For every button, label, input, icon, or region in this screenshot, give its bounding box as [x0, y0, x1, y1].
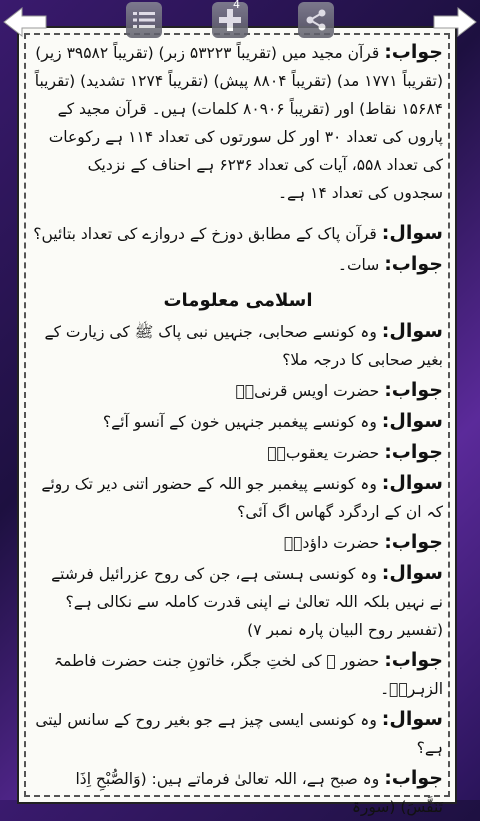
answer-label: جواب:	[384, 41, 443, 63]
question-text: وہ کونسے صحابی، جنہیں نبی پاک ﷺ کی زیارت کے بغیر صحابی کا درجہ ملا؟	[44, 323, 443, 369]
answer-item	[33, 646, 443, 703]
question-text: وہ کونسی ایسی چیز ہے جو بغیر روح کے سانس لیتی ہے؟	[35, 711, 443, 757]
answer-1	[33, 250, 443, 279]
question-label: سوال:	[381, 708, 443, 730]
answer-item	[33, 376, 443, 405]
add-icon	[219, 9, 241, 31]
top-toolbar	[0, 0, 480, 44]
answer-text: حضرت اویس قرنیؓ۔	[235, 382, 380, 400]
section-heading: اسلامی معلومات	[163, 290, 313, 311]
answer-text: قرآن مجید میں (تقریباً ۵۳۲۲۳ زبر) (تقریباً ۳۹۵۸۲ زیر) (تقریباً ۱۷۷۱ مد) (تقریباً ۸۸۰۴ پیش) (تقریباً ۱۲۷۴ تشدید) (تقریباً ۱۵۶۸۴ نقاط) اور (تقریباً ۸۰۹۰۶ کلمات) ہیں۔ قرآن مجید کے پاروں کی تعداد ۳۰ اور کل سورتوں کی تعداد ۱۱۴ ہے رکوعات کی تعداد ۵۵۸، آیات کی تعداد ۶۲۳۶ ہے احناف کے نزدیک سجدوں کی تعداد ۱۴ ہے۔	[34, 44, 443, 202]
intro-answer	[33, 38, 443, 207]
forward-arrow-icon[interactable]	[432, 6, 478, 38]
answer-label: جواب:	[384, 379, 443, 401]
answer-text: حضرت یعقوبؑ۔	[267, 444, 380, 462]
answer-item	[33, 438, 443, 467]
answer-text: سات۔	[337, 256, 380, 274]
answer-label: جواب:	[384, 531, 443, 553]
question-1	[33, 219, 443, 248]
question-text: وہ کونسے پیغمبر جنہیں خون کے آنسو آئے؟	[102, 413, 377, 431]
answer-text: وہ صبح ہے، اللہ تعالیٰ فرماتے ہیں: (وَالصُّبْحِ اِذَا تَنَفَّسَ) (سورۃ	[75, 770, 443, 816]
question-text: وہ کونسے پیغمبر جو اللہ کے حضور اتنی دیر تک روئے کہ ان کے اردگرد گھاس اگ آئی؟	[41, 475, 443, 521]
answer-text: حضرت داؤدؑ۔	[283, 534, 380, 552]
question-item	[33, 407, 443, 436]
answer-label: جواب:	[384, 649, 443, 671]
share-button[interactable]	[298, 2, 334, 38]
back-arrow-icon[interactable]	[2, 6, 48, 38]
menu-icon	[133, 10, 155, 30]
question-label: سوال:	[381, 320, 443, 342]
share-icon	[305, 9, 327, 31]
add-button[interactable]	[212, 2, 248, 38]
answer-label: جواب:	[384, 767, 443, 789]
question-item	[33, 559, 443, 644]
menu-button[interactable]	[126, 2, 162, 38]
answer-text: حضور ﷺ کی لختِ جگر، خاتونِ جنت حضرت فاطمۃ الزہرہؓ۔	[53, 652, 443, 698]
answer-label: جواب:	[384, 441, 443, 463]
answer-label: جواب:	[384, 253, 443, 275]
question-label: سوال:	[381, 562, 443, 584]
question-item	[33, 469, 443, 526]
answer-item	[33, 528, 443, 557]
question-label: سوال:	[381, 472, 443, 494]
document-text	[33, 38, 443, 816]
question-text: وہ کونسی ہستی ہے، جن کی روح عزرائیل فرشتے نے نہیں بلکہ اللہ تعالیٰ نے اپنی قدرت کاملہ سے نکالی ہے؟ (تفسیر روح البیان پارہ نمبر ۷)	[51, 565, 443, 639]
add-badge: 4	[233, 0, 240, 11]
question-item	[33, 705, 443, 762]
question-label: سوال:	[381, 222, 443, 244]
question-item	[33, 317, 443, 374]
question-text: قرآن پاک کے مطابق دوزخ کے دروازے کی تعداد بتائیں؟	[33, 225, 377, 243]
answer-item	[33, 764, 443, 821]
document-page	[17, 26, 457, 816]
question-label: سوال:	[381, 410, 443, 432]
